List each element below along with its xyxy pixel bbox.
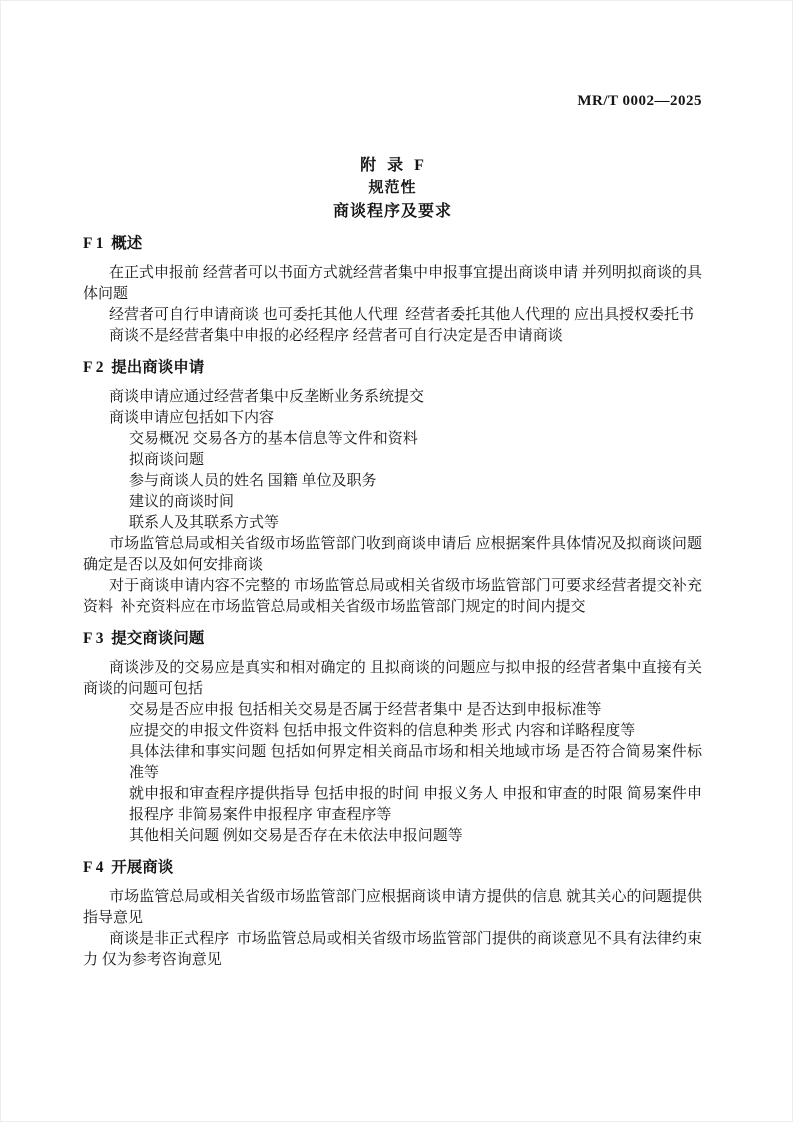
paragraph: 市场监管总局或相关省级市场监管部门收到商谈申请后 应根据案件具体情况及拟商谈问题确定是否以及如何安排商谈 (83, 536, 702, 573)
list-item: 建议的商谈时间 (129, 494, 235, 510)
list-item: 拟商谈问题 (129, 452, 205, 468)
appendix-type-note: 规范性 (368, 180, 417, 196)
section-heading: F 4 开展商谈 (83, 859, 174, 876)
list-item: 参与商谈人员的姓名 国籍 单位及职务 (129, 473, 377, 489)
document-content (83, 233, 710, 971)
appendix-title: 商谈程序及要求 (332, 203, 452, 220)
list-item: 应提交的申报文件资料 包括申报文件资料的信息种类 形式 内容和详略程度等 (129, 723, 636, 739)
page-header (83, 92, 702, 111)
section-f3 (83, 628, 710, 847)
list-item: 其他相关问题 例如交易是否存在未依法申报问题等 (129, 828, 463, 844)
paragraph: 市场监管总局或相关省级市场监管部门应根据商谈申请方提供的信息 就其关心的问题提供指导意见 (83, 889, 702, 926)
section-f2 (83, 357, 702, 618)
list-item: 联系人及其联系方式等 (129, 515, 280, 531)
doc-number: MR/T 0002—2025 (577, 93, 702, 109)
appendix-label: 附 录 F (360, 157, 425, 174)
appendix-title-block (83, 154, 702, 223)
paragraph: 商谈涉及的交易应是真实和相对确定的 且拟商谈的问题应与拟申报的经营者集中直接有关 商谈的问题可包括 (83, 660, 710, 697)
section-heading: F 2 提出商谈申请 (83, 359, 205, 376)
list-item: 就申报和审查程序提供指导 包括申报的时间 申报义务人 申报和审查的时限 简易案件申报程序 非简易案件申报程序 审查程序等 (129, 786, 702, 823)
paragraph: 在正式申报前 经营者可以书面方式就经营者集中申报事宜提出商谈申请 并列明拟商谈的具体问题 (83, 265, 702, 302)
list-item: 交易是否应申报 包括相关交易是否属于经营者集中 是否达到申报标准等 (129, 702, 602, 718)
paragraph: 商谈申请应通过经营者集中反垄断业务系统提交 (109, 389, 425, 405)
section-f1 (83, 233, 702, 347)
paragraph: 对于商谈申请内容不完整的 市场监管总局或相关省级市场监管部门可要求经营者提交补充资料 补充资料应在市场监管总局或相关省级市场监管部门规定的时间内提交 (83, 578, 702, 615)
section-f4 (83, 857, 702, 971)
paragraph: 经营者可自行申请商谈 也可委托其他人代理 经营者委托其他人代理的 应出具授权委托书 (109, 307, 695, 323)
section-heading: F 3 提交商谈问题 (83, 630, 205, 647)
list-item: 交易概况 交易各方的基本信息等文件和资料 (129, 431, 418, 447)
paragraph: 商谈不是经营者集中申报的必经程序 经营者可自行决定是否申请商谈 (109, 328, 563, 344)
paragraph: 商谈申请应包括如下内容 (109, 410, 275, 426)
section-heading: F 1 概述 (83, 235, 143, 252)
list-item: 具体法律和事实问题 包括如何界定相关商品市场和相关地域市场 是否符合简易案件标准等 (129, 744, 702, 781)
paragraph: 商谈是非正式程序 市场监管总局或相关省级市场监管部门提供的商谈意见不具有法律约束力 仅为参考咨询意见 (83, 931, 702, 968)
